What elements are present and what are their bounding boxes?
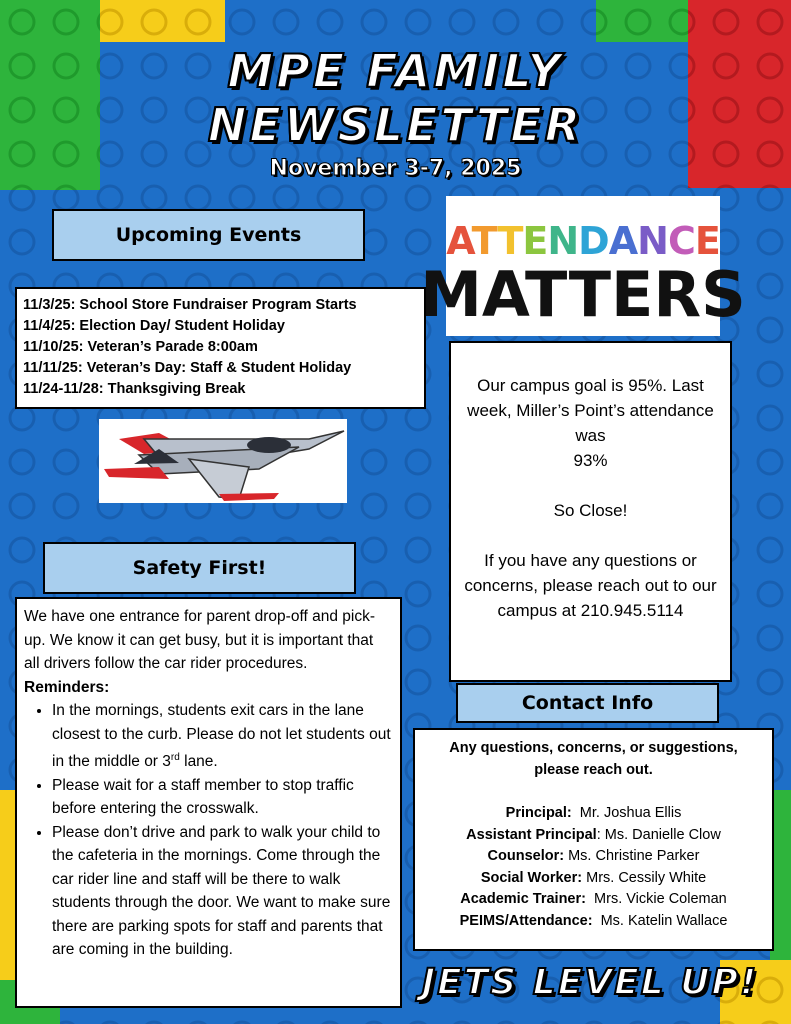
reminders-list (24, 699, 393, 962)
logo-matters-word: MATTERS (420, 258, 746, 331)
staff-row (421, 889, 766, 911)
newsletter-date: November 3-7, 2025 (269, 156, 522, 181)
reminder-item: • Please don’t drive and park to walk your child to the cafeteria in the mornings. Come through the car rider line and staff will be there to walk students through the door. We want to make sure there are parking spots for staff and parents that are coming in the building. (52, 821, 393, 962)
newsletter-title-line1: MPE FAMILY (227, 44, 564, 98)
reminder-item: • Please wait for a staff member to stop traffic before entering the crosswalk. (52, 774, 393, 821)
staff-name: Mr. Joshua Ellis (571, 805, 682, 821)
event-item: 11/3/25: School Store Fundraiser Program Starts (23, 297, 357, 313)
attendance-matters-logo (420, 196, 746, 336)
safety-intro: We have one entrance for parent drop-off and pick-up. We know it can get busy, but it is important that all drivers follow the car rider procedures. (24, 608, 375, 672)
reminder-text-end: lane. (179, 753, 218, 771)
contact-info-box (413, 728, 774, 951)
staff-row (421, 846, 766, 868)
staff-role: PEIMS/Attendance: (459, 912, 593, 929)
staff-name: Mrs. Cessily White (582, 869, 707, 886)
so-close-text: So Close! (553, 501, 628, 520)
staff-role: Academic Trainer: (460, 891, 586, 907)
upcoming-events-heading: Upcoming Events (52, 209, 365, 261)
staff-name: : Ms. Danielle Clow (596, 826, 721, 843)
reminder-item (52, 699, 393, 774)
staff-role: Assistant Principal (466, 826, 597, 843)
contact-info-heading: Contact Info (456, 683, 719, 723)
fighter-jet-image (99, 419, 347, 503)
staff-name: Ms. Katelin Wallace (592, 912, 728, 929)
reminders-label: Reminders: (24, 678, 110, 696)
ordinal-suffix: rd (170, 752, 180, 763)
attendance-info-box (449, 341, 732, 682)
jets-level-up-slogan: JETS LEVEL UP! (421, 962, 759, 1003)
event-item: 11/4/25: Election Day/ Student Holiday (23, 318, 285, 334)
event-item: 11/24-11/28: Thanksgiving Break (23, 381, 246, 397)
logo-letter: A (446, 219, 472, 263)
event-item: 11/10/25: Veteran’s Parade 8:00am (23, 339, 258, 355)
staff-name: Mrs. Vickie Coleman (585, 891, 727, 907)
attendance-percent: 93% (573, 451, 608, 470)
staff-row (421, 825, 766, 847)
staff-row (421, 803, 766, 825)
event-item: 11/11/25: Veteran’s Day: Staff & Student Holiday (23, 360, 352, 376)
upcoming-events-list (15, 287, 426, 409)
staff-row (421, 911, 766, 933)
attendance-contact-text: If you have any questions or concerns, please reach out to our campus at 210.945.5114 (464, 551, 717, 620)
safety-section (15, 597, 402, 1008)
staff-role: Social Worker: (480, 869, 583, 886)
staff-name: Ms. Christine Parker (564, 848, 700, 864)
attendance-goal-text: Our campus goal is 95%. Last week, Miller’s Point’s attendance was (467, 376, 714, 445)
staff-role: Principal: (505, 805, 572, 821)
staff-role: Counselor: (487, 848, 565, 864)
staff-row (421, 868, 766, 890)
contact-intro: Any questions, concerns, or suggestions, please reach out. (449, 740, 738, 778)
reminder-text: In the mornings, students exit cars in the lane closest to the curb. Please do not let students out in the middle or 3 (52, 702, 391, 771)
svg-text:ATTENDANCE: ATTENDANCE (446, 219, 720, 263)
newsletter-title-line2: NEWSLETTER (207, 98, 584, 152)
safety-first-heading: Safety First! (43, 542, 356, 594)
